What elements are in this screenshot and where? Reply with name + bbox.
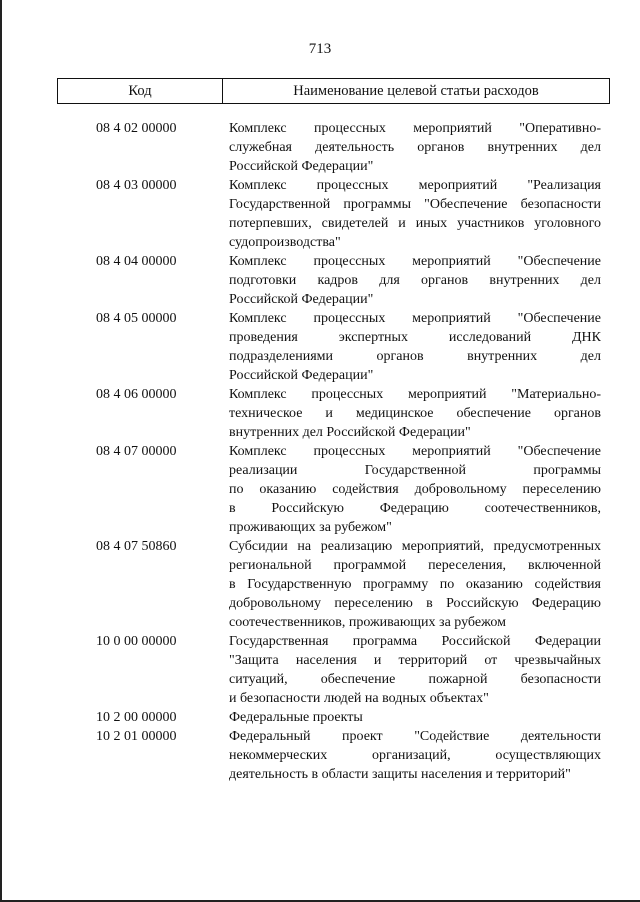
row-name-line: судопроизводства" <box>229 235 341 250</box>
row-name-line: Федеральные проекты <box>229 710 363 725</box>
row-name-line: проведения экспертных исследований ДНК <box>229 330 601 345</box>
table-row <box>0 708 640 727</box>
table-header <box>57 78 610 104</box>
row-name-line: Российской Федерации" <box>229 159 374 174</box>
row-name <box>229 708 601 727</box>
row-code: 08 4 04 00000 <box>96 254 177 269</box>
row-name-line: Субсидии на реализацию мероприятий, предусмотренных <box>229 539 601 554</box>
row-name-line: подразделениями органов внутренних дел <box>229 349 601 364</box>
row-name-line: подготовки кадров для органов внутренних дел <box>229 273 601 288</box>
row-code: 10 2 00 00000 <box>96 710 177 725</box>
row-name-line: Российской Федерации" <box>229 292 374 307</box>
row-name-line: Российской Федерации" <box>229 368 374 383</box>
page-number: 713 <box>308 41 332 57</box>
row-name-line: Государственной программы "Обеспечение безопасности <box>229 197 601 212</box>
table-row <box>0 176 640 252</box>
row-code: 08 4 02 00000 <box>96 121 177 136</box>
row-name-line: потерпевших, свидетелей и иных участников уголовного <box>229 216 601 231</box>
row-name-line: соотечественников, проживающих за рубежом <box>229 615 506 630</box>
row-name <box>229 442 601 537</box>
row-name-line: "Защита населения и территорий от чрезвычайных <box>229 653 601 668</box>
row-name-line: Комплекс процессных мероприятий "Обеспечение <box>229 254 601 269</box>
row-code: 10 0 00 00000 <box>96 634 177 649</box>
row-name-line: проживающих за рубежом" <box>229 520 392 535</box>
table-row <box>0 252 640 309</box>
row-code: 08 4 05 00000 <box>96 311 177 326</box>
table-row <box>0 537 640 632</box>
table-row <box>0 309 640 385</box>
row-name-line: Комплекс процессных мероприятий "Обеспечение <box>229 444 601 459</box>
row-name-line: Федеральный проект "Содействие деятельности <box>229 729 601 744</box>
row-name-line: в Государственную программу по оказанию содействия <box>229 577 601 592</box>
row-name <box>229 537 601 632</box>
row-name-line: региональной программой переселения, включенной <box>229 558 601 573</box>
row-name-line: Государственная программа Российской Федерации <box>229 634 601 649</box>
table-body <box>0 119 640 784</box>
row-code: 08 4 06 00000 <box>96 387 177 402</box>
header-name: Наименование целевой статьи расходов <box>293 82 539 99</box>
row-name-line: некоммерческих организаций, осуществляющих <box>229 748 601 763</box>
table-row <box>0 727 640 784</box>
row-name-line: Комплекс процессных мероприятий "Материально- <box>229 387 601 402</box>
row-name-line: добровольному переселению в Российскую Федерацию <box>229 596 601 611</box>
header-code: Код <box>58 79 223 103</box>
row-name <box>229 252 601 309</box>
row-code: 08 4 07 00000 <box>96 444 177 459</box>
table-row <box>0 385 640 442</box>
row-name-line: внутренних дел Российской Федерации" <box>229 425 471 440</box>
table-row <box>0 442 640 537</box>
row-name-line: Комплекс процессных мероприятий "Реализация <box>229 178 601 193</box>
row-code: 10 2 01 00000 <box>96 729 177 744</box>
row-name-line: Комплекс процессных мероприятий "Обеспечение <box>229 311 601 326</box>
row-name-line: Комплекс процессных мероприятий "Оперативно- <box>229 121 601 136</box>
row-name <box>229 119 601 176</box>
row-name-line: ситуаций, обеспечение пожарной безопасности <box>229 672 601 687</box>
row-name <box>229 309 601 385</box>
row-name <box>229 176 601 252</box>
row-name <box>229 727 601 784</box>
row-name-line: по оказанию содействия добровольному переселению <box>229 482 601 497</box>
row-code: 08 4 03 00000 <box>96 178 177 193</box>
row-name-line: деятельность в области защиты населения и территорий" <box>229 767 571 782</box>
row-name <box>229 632 601 708</box>
row-name-line: техническое и медицинское обеспечение органов <box>229 406 601 421</box>
row-name-line: служебная деятельность органов внутренних дел <box>229 140 601 155</box>
row-name-line: реализации Государственной программы <box>229 463 601 478</box>
row-name-line: и безопасности людей на водных объектах" <box>229 691 489 706</box>
table-row <box>0 632 640 708</box>
row-code: 08 4 07 50860 <box>96 539 177 554</box>
table-row <box>0 119 640 176</box>
row-name-line: в Российскую Федерацию соотечественников, <box>229 501 601 516</box>
row-name <box>229 385 601 442</box>
